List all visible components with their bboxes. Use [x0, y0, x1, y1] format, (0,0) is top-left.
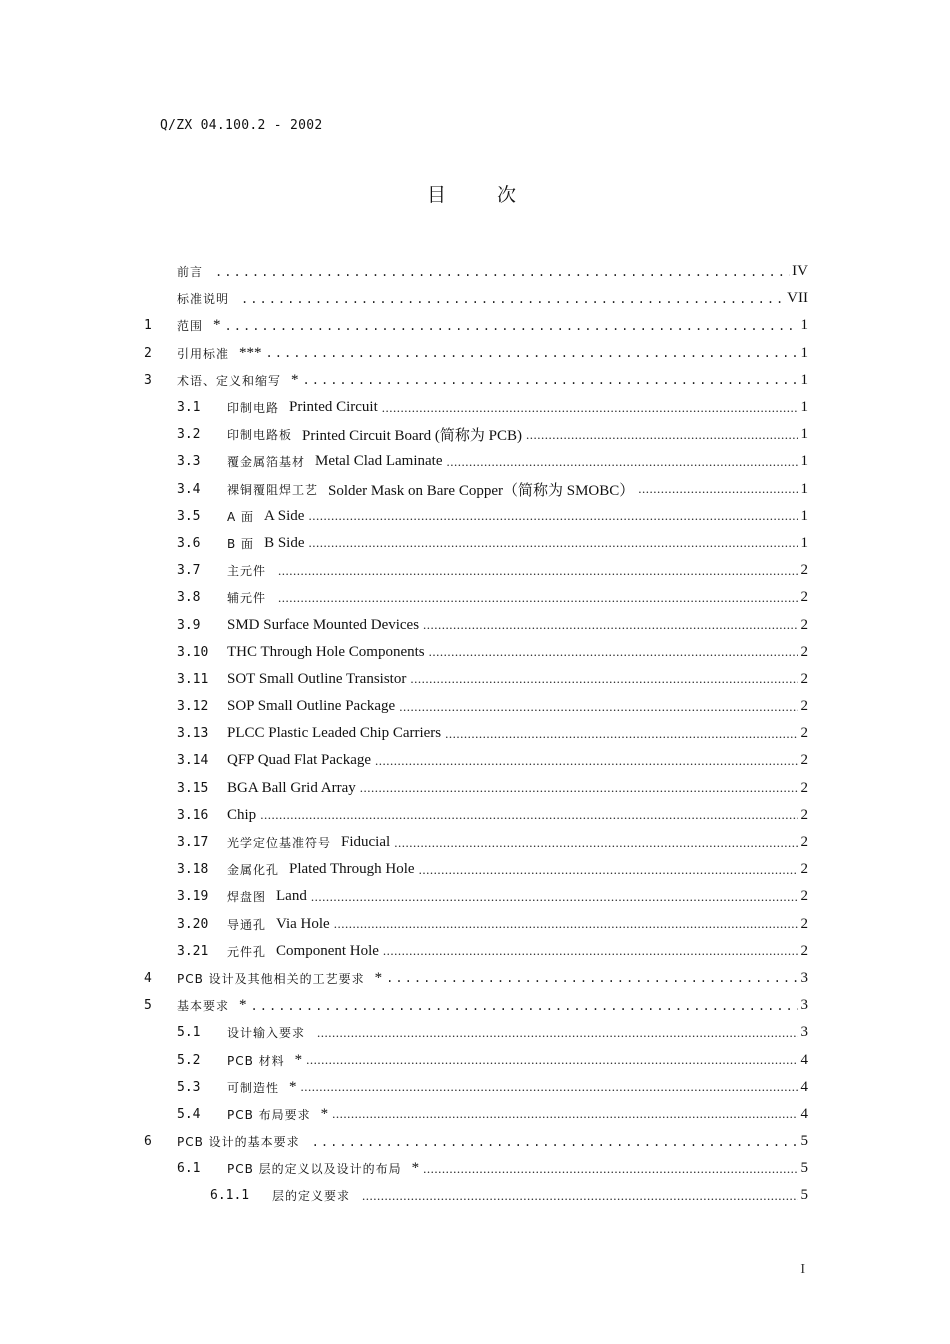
toc-leader-dots	[445, 726, 798, 742]
toc-entry-title-cn: B 面	[227, 536, 255, 551]
toc-leader-dots	[362, 1188, 798, 1204]
toc-entry-number: 3.7	[177, 563, 201, 579]
toc-entry-page: 2	[800, 725, 808, 742]
toc-entry[interactable]	[144, 693, 808, 720]
toc-leader-dots	[526, 427, 798, 443]
toc-entry-number: 3.15	[177, 780, 209, 796]
toc-entry-number: 5.1	[177, 1025, 201, 1041]
toc-entry-page: 3	[800, 969, 808, 986]
toc-entry-title-en: Via Hole	[276, 915, 330, 932]
toc-entry-title-en: Plated Through Hole	[289, 861, 415, 878]
toc-entry-title-en: A Side	[264, 507, 305, 524]
toc-leader-dots	[225, 319, 798, 333]
toc-entry-title-en: BGA Ball Grid Array	[227, 779, 356, 796]
toc-entry-title-en: Land	[276, 888, 307, 905]
toc-entry-page: 2	[800, 915, 808, 932]
toc-entry[interactable]	[144, 557, 808, 584]
toc-entry-number: 5.4	[177, 1106, 201, 1122]
toc-entry[interactable]	[144, 503, 808, 530]
toc-entry-number: 3.16	[177, 807, 209, 823]
toc-entry-page: 5	[800, 1133, 808, 1150]
toc-entry-title-en: *	[294, 1051, 303, 1068]
toc-leader-dots	[278, 563, 798, 579]
toc-entry-page: 2	[800, 562, 808, 579]
table-of-contents	[144, 258, 808, 1210]
toc-entry-title-cn: 层的定义要求	[272, 1189, 351, 1204]
toc-entry-title-cn: 金属化孔	[227, 863, 280, 878]
toc-entry-number: 5.2	[177, 1052, 201, 1068]
toc-entry-page: 3	[800, 1024, 808, 1041]
toc-leader-dots	[423, 1161, 798, 1177]
toc-leader-dots	[386, 971, 798, 985]
toc-entry-page: IV	[792, 263, 808, 280]
toc-entry-number: 3.20	[177, 916, 209, 932]
toc-entry-number: 3.10	[177, 644, 209, 660]
toc-entry[interactable]	[144, 421, 808, 448]
toc-leader-dots	[360, 780, 798, 796]
toc-entry[interactable]	[144, 1101, 808, 1128]
toc-entry[interactable]	[144, 448, 808, 475]
toc-entry-number: 3.6	[177, 535, 201, 551]
toc-entry-page: 2	[800, 942, 808, 959]
toc-entry[interactable]	[144, 1128, 808, 1155]
toc-entry-title-en: *	[239, 997, 247, 1014]
toc-entry[interactable]	[144, 1019, 808, 1046]
toc-entry-title-en: Solder Mask on Bare Copper（简称为 SMOBC）	[328, 482, 635, 499]
toc-entry-page: 2	[800, 589, 808, 606]
toc-entry-page: 1	[800, 344, 808, 361]
toc-leader-dots	[215, 265, 790, 279]
toc-entry-title-cn: 印制电路	[227, 401, 280, 416]
toc-title-char-2: 次	[497, 184, 517, 206]
toc-leader-dots	[303, 373, 798, 387]
toc-entry-number: 3.12	[177, 699, 209, 715]
toc-entry-title-en: *	[320, 1105, 329, 1122]
toc-entry-page: 1	[800, 371, 808, 388]
toc-entry-title-en: ***	[239, 344, 262, 361]
toc-entry-title-en: *	[213, 317, 221, 334]
toc-entry-number: 3.17	[177, 835, 209, 851]
toc-entry-page: 1	[800, 399, 808, 416]
toc-leader-dots	[241, 292, 785, 306]
toc-entry-page: 2	[800, 888, 808, 905]
toc-entry-number: 6.1.1	[210, 1188, 250, 1204]
toc-entry-number: 3.9	[177, 617, 201, 633]
toc-entry[interactable]	[144, 258, 808, 285]
toc-entry-title-en: B Side	[264, 534, 305, 551]
toc-entry-number: 3.1	[177, 400, 201, 416]
toc-entry-page: 4	[800, 1105, 808, 1122]
toc-entry-number: 5	[144, 998, 152, 1014]
toc-entry-number: 6.1	[177, 1161, 201, 1177]
toc-entry-page: 2	[800, 806, 808, 823]
toc-entry-page: 3	[800, 997, 808, 1014]
toc-entry-page: VII	[787, 290, 808, 307]
toc-entry[interactable]	[144, 992, 808, 1019]
toc-entry[interactable]	[144, 829, 808, 856]
toc-entry-number: 6	[144, 1134, 152, 1150]
toc-entry-page: 4	[800, 1051, 808, 1068]
toc-entry-number: 1	[144, 318, 152, 334]
toc-entry-title-cn: 元件孔	[227, 944, 267, 959]
toc-leader-dots	[375, 753, 798, 769]
toc-entry-title-cn: 设计输入要求	[227, 1026, 306, 1041]
toc-leader-dots	[260, 807, 798, 823]
toc-entry-title-cn: 覆金属箔基材	[227, 455, 306, 470]
toc-entry[interactable]	[144, 530, 808, 557]
toc-entry[interactable]	[144, 938, 808, 965]
toc-entry-title-cn: 光学定位基准符号	[227, 836, 332, 851]
toc-entry-title-cn: 术语、定义和缩写	[177, 373, 282, 388]
toc-entry[interactable]	[144, 1182, 808, 1209]
toc-entry-title-en: SOT Small Outline Transistor	[227, 670, 407, 687]
toc-entry-page: 5	[800, 1160, 808, 1177]
toc-entry-number: 3.18	[177, 862, 209, 878]
toc-entry-title-cn: 印制电路板	[227, 428, 293, 443]
toc-entry-number: 4	[144, 970, 152, 986]
toc-entry-page: 2	[800, 752, 808, 769]
toc-entry-title-cn: 范围	[177, 319, 204, 334]
toc-entry[interactable]	[144, 611, 808, 638]
toc-entry-page: 2	[800, 779, 808, 796]
toc-entry-title-cn: 焊盘图	[227, 890, 267, 905]
toc-entry-title-en: Chip	[227, 806, 257, 823]
toc-title-char-1: 目	[427, 184, 447, 206]
toc-entry[interactable]	[144, 1074, 808, 1101]
toc-entry-page: 5	[800, 1187, 808, 1204]
document-code: Q/ZX 04.100.2 - 2002	[160, 118, 323, 133]
toc-entry[interactable]	[144, 639, 808, 666]
toc-entry-title-en: *	[374, 969, 383, 986]
toc-entry[interactable]	[144, 856, 808, 883]
toc-entry[interactable]	[144, 367, 808, 394]
toc-entry-title-en: *	[411, 1160, 420, 1177]
toc-leader-dots	[309, 535, 799, 551]
toc-leader-dots	[394, 835, 798, 851]
toc-leader-dots	[251, 999, 798, 1013]
toc-entry[interactable]	[144, 883, 808, 910]
toc-entry-title-cn: 可制造性	[227, 1080, 280, 1095]
toc-entry-title-cn: A 面	[227, 509, 255, 524]
toc-entry-title-cn: PCB 材料	[227, 1053, 285, 1068]
toc-entry[interactable]	[144, 1155, 808, 1182]
toc-entry[interactable]	[144, 312, 808, 339]
toc-entry-title-cn: PCB 设计的基本要求	[177, 1135, 300, 1150]
toc-entry-page: 4	[800, 1078, 808, 1095]
toc-entry-number: 3.19	[177, 889, 209, 905]
toc-entry-title-cn: 主元件	[227, 564, 267, 579]
toc-entry-number: 3.8	[177, 590, 201, 606]
toc-entry-title-en: Printed Circuit Board (简称为 PCB)	[302, 428, 523, 445]
toc-leader-dots	[311, 889, 798, 905]
toc-entry-title-en: Fiducial	[341, 834, 391, 851]
toc-entry[interactable]	[144, 340, 808, 367]
toc-entry[interactable]	[144, 911, 808, 938]
toc-entry-number: 3.3	[177, 454, 201, 470]
toc-entry[interactable]	[144, 285, 808, 312]
toc-leader-dots	[383, 943, 798, 959]
toc-entry[interactable]	[144, 965, 808, 992]
toc-entry-page: 2	[800, 670, 808, 687]
toc-leader-dots	[317, 1025, 798, 1041]
toc-entry-title-cn: 基本要求	[177, 999, 230, 1014]
toc-entry-title-en: QFP Quad Flat Package	[227, 752, 372, 769]
toc-entry[interactable]	[144, 666, 808, 693]
toc-entry-page: 2	[800, 616, 808, 633]
toc-entry[interactable]	[144, 747, 808, 774]
toc-leader-dots	[399, 699, 798, 715]
toc-entry-number: 3	[144, 372, 152, 388]
toc-entry-title-en: SOP Small Outline Package	[227, 698, 396, 715]
toc-leader-dots	[332, 1106, 798, 1122]
toc-entry-page: 1	[800, 534, 808, 551]
toc-entry-number: 2	[144, 345, 152, 361]
toc-entry-number: 3.2	[177, 427, 201, 443]
page-number: I	[800, 1262, 805, 1277]
toc-entry-title-en: SMD Surface Mounted Devices	[227, 616, 420, 633]
toc-entry-title-cn: 辅元件	[227, 591, 267, 606]
toc-entry-title-cn: PCB 布局要求	[227, 1107, 311, 1122]
toc-entry[interactable]	[144, 476, 808, 503]
toc-entry-page: 1	[800, 317, 808, 334]
toc-leader-dots	[278, 590, 798, 606]
toc-entry-page: 2	[800, 861, 808, 878]
toc-entry-number: 3.21	[177, 943, 209, 959]
toc-leader-dots	[638, 481, 798, 497]
toc-entry-title-cn: 裸铜覆阻焊工艺	[227, 482, 319, 497]
toc-entry-page: 1	[800, 480, 808, 497]
toc-entry-title-cn: PCB 设计及其他相关的工艺要求	[177, 971, 365, 986]
toc-entry-page: 1	[800, 453, 808, 470]
toc-entry-number: 3.4	[177, 481, 201, 497]
toc-leader-dots	[301, 1079, 798, 1095]
toc-leader-dots	[429, 644, 798, 660]
toc-entry-number: 3.11	[177, 671, 209, 687]
toc-entry-title-en: PLCC Plastic Leaded Chip Carriers	[227, 725, 442, 742]
toc-entry-title-cn: 前言	[177, 265, 204, 280]
toc-leader-dots	[423, 617, 798, 633]
toc-entry[interactable]	[144, 775, 808, 802]
toc-leader-dots	[334, 916, 798, 932]
toc-entry[interactable]	[144, 394, 808, 421]
toc-entry-page: 2	[800, 643, 808, 660]
toc-entry-number: 3.5	[177, 508, 201, 524]
toc-entry-title-en: *	[291, 371, 299, 388]
toc-entry-title-en: Component Hole	[276, 942, 379, 959]
toc-entry-number: 5.3	[177, 1079, 201, 1095]
toc-entry-title-en: Printed Circuit	[289, 399, 378, 416]
toc-leader-dots	[306, 1052, 798, 1068]
toc-entry-page: 2	[800, 834, 808, 851]
toc-entry[interactable]	[144, 720, 808, 747]
toc-entry-number: 3.14	[177, 753, 209, 769]
toc-leader-dots	[312, 1135, 798, 1149]
toc-entry-title-cn: 引用标准	[177, 346, 230, 361]
toc-entry-page: 1	[800, 426, 808, 443]
toc-entry[interactable]	[144, 584, 808, 611]
toc-entry-page: 1	[800, 507, 808, 524]
toc-entry-number: 3.13	[177, 726, 209, 742]
toc-leader-dots	[382, 400, 798, 416]
toc-leader-dots	[308, 508, 798, 524]
toc-entry-title-en: Metal Clad Laminate	[315, 453, 443, 470]
toc-entry-title-en: THC Through Hole Components	[227, 643, 425, 660]
toc-leader-dots	[419, 862, 798, 878]
toc-entry-title-cn: PCB 层的定义以及设计的布局	[227, 1162, 402, 1177]
toc-leader-dots	[266, 346, 798, 360]
toc-leader-dots	[410, 671, 798, 687]
toc-entry[interactable]	[144, 1046, 808, 1073]
toc-leader-dots	[446, 454, 798, 470]
toc-entry-page: 2	[800, 698, 808, 715]
toc-entry-title-cn: 标准说明	[177, 292, 230, 307]
toc-entry[interactable]	[144, 802, 808, 829]
toc-entry-title-en: *	[289, 1078, 297, 1095]
toc-entry-title-cn: 导通孔	[227, 917, 267, 932]
